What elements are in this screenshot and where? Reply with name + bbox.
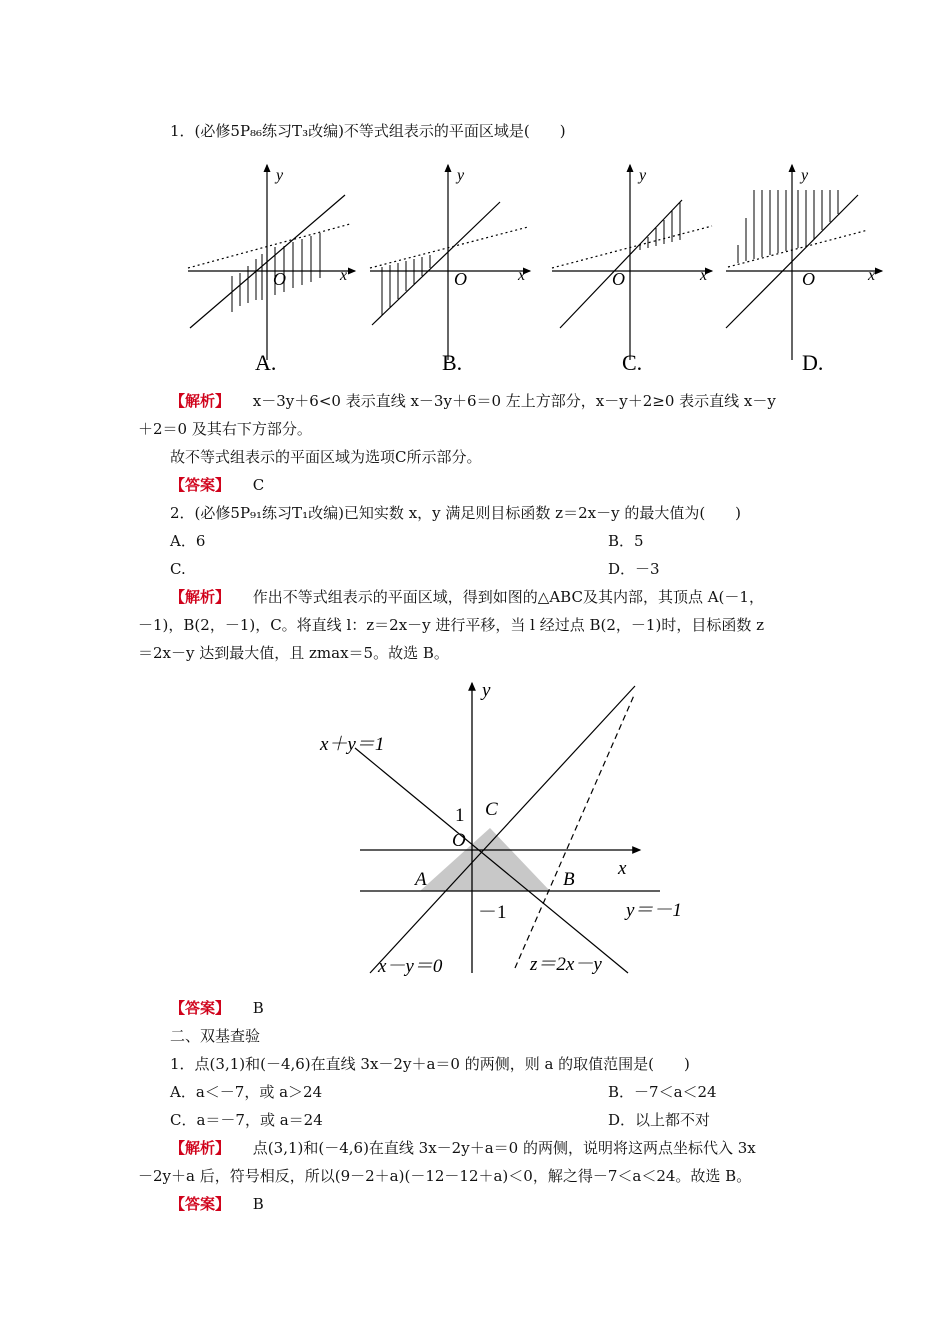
graph-a[interactable] bbox=[188, 165, 355, 375]
q1-analysis-tag: 【解析】 bbox=[170, 392, 231, 410]
label-one: 1 bbox=[455, 805, 465, 826]
option-c-label: C. bbox=[622, 350, 643, 375]
s2-answer-value: B bbox=[252, 1195, 264, 1213]
q2-feasible-region-figure bbox=[0, 678, 950, 978]
graph-c-origin: O bbox=[612, 269, 625, 289]
label-axis-x: x bbox=[618, 858, 627, 879]
q2-analysis-text-1: 作出不等式组表示的平面区域，得到如图的△ABC及其内部，其顶点 A(－1， bbox=[252, 588, 764, 606]
graph-b[interactable] bbox=[370, 165, 530, 375]
label-x-plus-y: x＋y＝1 bbox=[320, 734, 385, 755]
graph-b-x: x bbox=[518, 267, 526, 284]
q1-analysis-1 bbox=[170, 390, 776, 412]
s2-option-d[interactable]: D．以上都不对 bbox=[608, 1111, 711, 1129]
s2-answer bbox=[170, 1193, 264, 1215]
q2-analysis-tag: 【解析】 bbox=[170, 588, 231, 606]
s2-analysis-text-1: 点(3,1)和(－4,6)在直线 3x－2y＋a＝0 的两侧，说明将这两点坐标代入 3x bbox=[252, 1139, 756, 1157]
graph-d[interactable] bbox=[726, 165, 882, 375]
s2-answer-tag: 【答案】 bbox=[170, 1195, 231, 1213]
q2-answer-value: B bbox=[252, 999, 264, 1017]
q1-stem: 1．(必修5P₈₆练习T₃改编)不等式组表示的平面区域是( ) bbox=[170, 122, 566, 140]
q2-option-b[interactable]: B．5 bbox=[608, 532, 644, 550]
graph-c-y: y bbox=[639, 167, 647, 184]
label-origin: O bbox=[452, 830, 466, 851]
graph-d-y: y bbox=[801, 167, 809, 184]
q1-answer bbox=[170, 474, 264, 496]
option-a-label: A. bbox=[255, 350, 277, 375]
label-point-b: B bbox=[563, 869, 575, 890]
q1-analysis-text-1: x－3y＋6<0 表示直线 x－3y＋6＝0 左上方部分，x－y＋2≥0 表示直线 x－y bbox=[252, 392, 776, 410]
q1-option-graphs bbox=[0, 150, 950, 380]
q2-analysis-2: －1)，B(2，－1)，C。将直线 l：z＝2x－y 进行平移，当 l 经过点 B(2，－1)时，目标函数 z bbox=[138, 616, 764, 634]
s2-option-a[interactable]: A．a＜－7，或 a＞24 bbox=[170, 1083, 323, 1101]
s2-analysis-2: －2y＋a 后，符号相反，所以(9－2＋a)(－12－12＋a)＜0，解之得－7＜a＜24。故选 B。 bbox=[138, 1167, 752, 1185]
q2-option-d[interactable]: D．－3 bbox=[608, 560, 660, 578]
label-point-a: A bbox=[415, 869, 427, 890]
graph-a-origin: O bbox=[273, 269, 286, 289]
label-y-minus-1: y＝－1 bbox=[626, 900, 682, 921]
s2-option-b[interactable]: B．－7＜a＜24 bbox=[608, 1083, 717, 1101]
label-z-line: z＝2x－y bbox=[530, 954, 602, 975]
q1-answer-value: C bbox=[252, 476, 265, 494]
section-title: 二、双基查验 bbox=[170, 1027, 261, 1045]
s2-option-c[interactable]: C．a＝－7，或 a＝24 bbox=[170, 1111, 323, 1129]
q2-analysis-1 bbox=[170, 586, 764, 608]
graph-b-origin: O bbox=[454, 269, 467, 289]
q2-analysis-3: ＝2x－y 达到最大值，且 zmax＝5。故选 B。 bbox=[138, 644, 449, 662]
s2-q1-stem: 1．点(3,1)和(－4,6)在直线 3x－2y＋a＝0 的两侧，则 a 的取值范围是( ) bbox=[170, 1055, 690, 1073]
graph-c-x: x bbox=[700, 267, 708, 284]
q2-option-a[interactable]: A．6 bbox=[170, 532, 206, 550]
q2-stem: 2．(必修5P₉₁练习T₁改编)已知实数 x，y 满足则目标函数 z＝2x－y 的最大值为( ) bbox=[170, 504, 742, 522]
s2-analysis-tag: 【解析】 bbox=[170, 1139, 231, 1157]
graph-b-y: y bbox=[457, 167, 465, 184]
option-d-label: D. bbox=[802, 350, 824, 375]
option-b-label: B. bbox=[442, 350, 463, 375]
graph-d-origin: O bbox=[802, 269, 815, 289]
graph-a-y: y bbox=[276, 167, 284, 184]
s2-analysis-1 bbox=[170, 1137, 756, 1159]
q2-answer bbox=[170, 997, 264, 1019]
label-x-minus-y: x－y＝0 bbox=[378, 956, 443, 977]
graph-a-x: x bbox=[340, 267, 348, 284]
label-axis-y: y bbox=[482, 680, 491, 701]
triangle-abc bbox=[420, 828, 550, 891]
graph-c[interactable] bbox=[552, 165, 712, 375]
label-point-c: C bbox=[485, 799, 498, 820]
q1-answer-tag: 【答案】 bbox=[170, 476, 231, 494]
q1-analysis-3: 故不等式组表示的平面区域为选项C所示部分。 bbox=[170, 448, 482, 466]
q1-analysis-2: ＋2＝0 及其右下方部分。 bbox=[138, 420, 312, 438]
label-minus-one: －1 bbox=[478, 902, 507, 923]
q2-option-c[interactable]: C. bbox=[170, 560, 186, 578]
q2-answer-tag: 【答案】 bbox=[170, 999, 231, 1017]
graph-d-x: x bbox=[868, 267, 876, 284]
